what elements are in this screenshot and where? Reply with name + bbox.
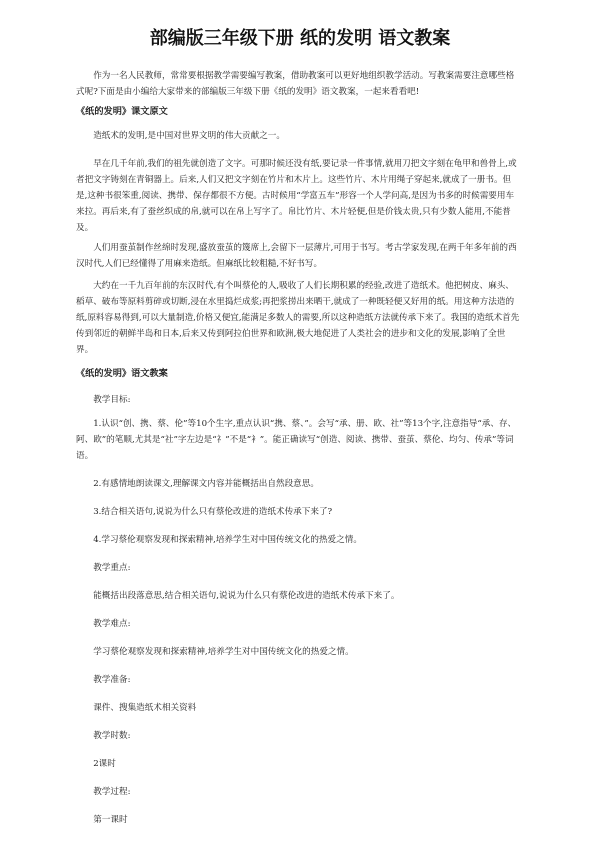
section-heading-original-text: 《纸的发明》课文原文 <box>76 106 168 117</box>
key-points-label: 教学重点: <box>93 563 131 573</box>
goal-3: 3.结合相关语句,说说为什么只有蔡伦改进的造纸术传承下来了? <box>93 507 333 517</box>
paragraph-3: 人们用蚕茧制作丝绵时发现,盛放蚕茧的篾席上,会留下一层薄片,可用于书写。考古学家发现,在两千年多年前的西汉时代,人们已经懂得了用麻来造纸。但麻纸比较粗糙,不好书写。 <box>76 243 517 269</box>
class-hours-text: 2课时 <box>93 759 116 769</box>
section-heading-lesson-plan: 《纸的发明》语文教案 <box>76 368 168 379</box>
intro-paragraph: 作为一名人民教师，常常要根据教学需要编写教案，借助教案可以更好地组织教学活动。写教案需要注意哪些格式呢?下面是由小编给大家带来的部编版三年级下册《纸的发明》语文教案，一起来看看吧! <box>76 71 515 97</box>
class-hours-label: 教学时数: <box>93 731 131 741</box>
paragraph-4: 大约在一千九百年前的东汉时代,有个叫蔡伦的人,吸收了人们长期积累的经验,改进了造纸术。他把树皮、麻头、稻草、破布等原料剪碎或切断,浸在水里捣烂成浆;再把浆捞出来晒干,就成了一种既轻便又好用的纸。用这种方法造的纸,原料容易得到,可以大量制造,价格又便宜,能满足多数人的需要,所以这种造纸方法就传承下来了。我国的造纸术首先传到邻近的朝鲜半岛和日本,后来又传到阿拉伯世界和欧洲,极大地促进了人类社会的进步和文化的发展,影响了全世界。 <box>76 281 520 355</box>
preparation-text: 课件、搜集造纸术相关资料 <box>93 703 197 713</box>
goals-label: 教学目标: <box>93 395 131 405</box>
page-title: 部编版三年级下册 纸的发明 语文教案 <box>149 28 451 49</box>
difficulty-text: 学习蔡伦观察发现和探索精神,培养学生对中国传统文化的热爱之情。 <box>93 647 354 657</box>
goal-1: 1.认识“创、携、蔡、伦”等10个生字,重点认识“携、蔡、”。会写“承、册、欧、社”等13个字,注意指导“承、存、阿、欧”的笔顺,尤其是“社”字左边是“礻”不是“衤”。能正确读写“创造、阅读、携带、蚕茧、蔡伦、均匀、传承”等词语。 <box>76 419 517 461</box>
paragraph-1: 造纸术的发明,是中国对世界文明的伟大贡献之一。 <box>93 131 285 141</box>
process-label: 教学过程: <box>93 787 131 797</box>
goal-2: 2.有感情地朗读课文,理解课文内容并能概括出自然段意思。 <box>93 479 319 489</box>
difficulty-label: 教学难点: <box>93 619 131 629</box>
first-lesson-label: 第一课时 <box>93 815 128 825</box>
key-points-text: 能概括出段落意思,结合相关语句,说说为什么只有蔡伦改进的造纸术传承下来了。 <box>93 591 400 601</box>
goal-4: 4.学习蔡伦观察发现和探索精神,培养学生对中国传统文化的热爱之情。 <box>93 535 362 545</box>
paragraph-2: 早在几千年前,我们的祖先就创造了文字。可那时候还没有纸,要记录一件事情,就用刀把文字刻在龟甲和兽骨上,或者把文字铸刻在青铜器上。后来,人们又把文字刻在竹片和木片上。这些竹片、木片用绳子穿起来,就成了一册书。但是,这种书很笨重,阅读、携带、保存都很不方便。古时候用“学富五车”形容一个人学问高,是因为书多的时候需要用车来拉。再后来,有了蚕丝织成的帛,就可以在帛上写字了。帛比竹片、木片轻便,但是价钱太贵,只有少数人能用,不能普及。 <box>76 159 517 233</box>
preparation-label: 教学准备: <box>93 675 131 685</box>
